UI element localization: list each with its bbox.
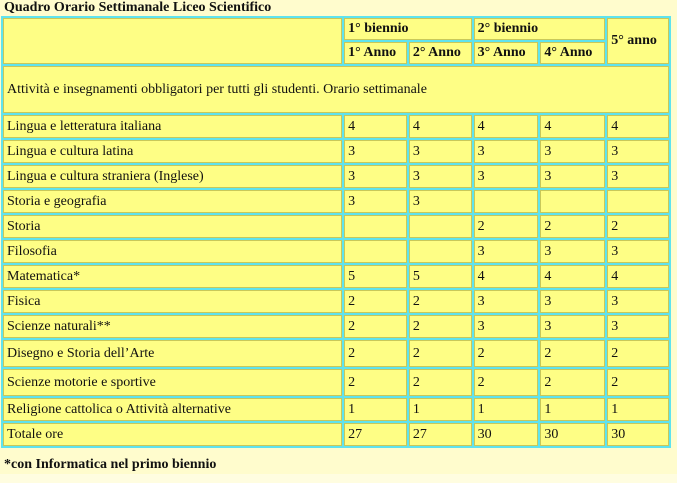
hours-cell: 3 xyxy=(344,190,407,213)
subject-cell: Scienze naturali** xyxy=(3,315,342,338)
hours-cell: 2 xyxy=(409,369,472,396)
hours-cell: 3 xyxy=(474,165,539,188)
table-row xyxy=(3,240,669,263)
subject-cell: Lingua e letteratura italiana xyxy=(3,115,342,138)
hours-cell: 3 xyxy=(540,240,605,263)
table-row xyxy=(3,140,669,163)
subject-cell: Religione cattolica o Attività alternative xyxy=(3,398,342,421)
subject-cell: Disegno e Storia dell’Arte xyxy=(3,340,342,367)
hours-cell: 3 xyxy=(540,140,605,163)
header-row-groups xyxy=(3,18,669,40)
hours-cell: 30 xyxy=(607,423,669,446)
header-year-1: 1° Anno xyxy=(344,42,407,64)
hours-cell: 3 xyxy=(474,240,539,263)
hours-cell: 3 xyxy=(474,290,539,313)
table-row xyxy=(3,265,669,288)
hours-cell: 4 xyxy=(409,115,472,138)
hours-cell: 4 xyxy=(607,115,669,138)
table-row xyxy=(3,115,669,138)
subject-cell: Totale ore xyxy=(3,423,342,446)
hours-cell xyxy=(474,190,539,213)
hours-cell: 4 xyxy=(474,115,539,138)
subject-cell: Storia e geografia xyxy=(3,190,342,213)
hours-cell: 1 xyxy=(607,398,669,421)
section-note: Attività e insegnamenti obbligatori per tutti gli studenti. Orario settimanale xyxy=(3,66,669,113)
hours-cell: 2 xyxy=(607,215,669,238)
table-row xyxy=(3,290,669,313)
hours-cell: 30 xyxy=(474,423,539,446)
hours-cell: 4 xyxy=(344,115,407,138)
hours-cell: 4 xyxy=(474,265,539,288)
header-year-3: 3° Anno xyxy=(474,42,539,64)
table-row xyxy=(3,315,669,338)
hours-cell: 3 xyxy=(474,140,539,163)
hours-cell: 2 xyxy=(474,340,539,367)
hours-cell: 2 xyxy=(540,369,605,396)
hours-cell xyxy=(344,215,407,238)
header-year-2: 2° Anno xyxy=(409,42,472,64)
hours-cell: 5 xyxy=(344,265,407,288)
schedule-table xyxy=(1,16,671,448)
table-row xyxy=(3,369,669,396)
hours-cell: 27 xyxy=(344,423,407,446)
hours-cell: 4 xyxy=(540,115,605,138)
hours-cell: 3 xyxy=(607,140,669,163)
hours-cell: 2 xyxy=(409,315,472,338)
subject-cell: Matematica* xyxy=(3,265,342,288)
hours-cell: 3 xyxy=(607,240,669,263)
subject-cell: Storia xyxy=(3,215,342,238)
hours-cell: 3 xyxy=(344,140,407,163)
header-fifth-year: 5° anno xyxy=(607,18,669,64)
table-row xyxy=(3,215,669,238)
hours-cell: 2 xyxy=(607,369,669,396)
hours-cell: 3 xyxy=(607,165,669,188)
header-empty-cell xyxy=(3,18,342,64)
hours-cell: 3 xyxy=(409,140,472,163)
hours-cell xyxy=(409,215,472,238)
hours-cell: 2 xyxy=(409,290,472,313)
hours-cell xyxy=(607,190,669,213)
hours-cell: 2 xyxy=(409,340,472,367)
subject-cell: Lingua e cultura latina xyxy=(3,140,342,163)
table-row xyxy=(3,423,669,446)
hours-cell: 4 xyxy=(607,265,669,288)
hours-cell: 3 xyxy=(409,190,472,213)
hours-cell: 4 xyxy=(540,265,605,288)
bottom-band xyxy=(0,474,677,483)
hours-cell: 3 xyxy=(344,165,407,188)
hours-cell: 3 xyxy=(607,290,669,313)
hours-cell: 3 xyxy=(540,165,605,188)
hours-cell xyxy=(540,190,605,213)
hours-cell xyxy=(409,240,472,263)
hours-cell: 3 xyxy=(474,315,539,338)
hours-cell: 30 xyxy=(540,423,605,446)
header-year-4: 4° Anno xyxy=(540,42,605,64)
hours-cell: 3 xyxy=(409,165,472,188)
hours-cell: 3 xyxy=(540,290,605,313)
hours-cell: 3 xyxy=(607,315,669,338)
table-row xyxy=(3,165,669,188)
hours-cell: 2 xyxy=(474,215,539,238)
subject-cell: Lingua e cultura straniera (Inglese) xyxy=(3,165,342,188)
hours-cell: 1 xyxy=(409,398,472,421)
page-title: Quadro Orario Settimanale Liceo Scientifico xyxy=(4,0,272,15)
hours-cell: 2 xyxy=(344,290,407,313)
hours-cell: 2 xyxy=(607,340,669,367)
subject-cell: Filosofia xyxy=(3,240,342,263)
hours-cell: 5 xyxy=(409,265,472,288)
hours-cell: 1 xyxy=(344,398,407,421)
subject-cell: Scienze motorie e sportive xyxy=(3,369,342,396)
header-group-1: 1° biennio xyxy=(344,18,472,40)
footnote: *con Informatica nel primo biennio xyxy=(4,457,217,472)
table-row xyxy=(3,190,669,213)
hours-cell: 2 xyxy=(540,215,605,238)
hours-cell: 2 xyxy=(344,369,407,396)
hours-cell: 2 xyxy=(474,369,539,396)
hours-cell: 2 xyxy=(540,340,605,367)
hours-cell: 2 xyxy=(344,340,407,367)
table-row xyxy=(3,398,669,421)
hours-cell: 1 xyxy=(474,398,539,421)
hours-cell: 1 xyxy=(540,398,605,421)
subject-cell: Fisica xyxy=(3,290,342,313)
hours-cell: 27 xyxy=(409,423,472,446)
hours-cell: 3 xyxy=(540,315,605,338)
hours-cell xyxy=(344,240,407,263)
hours-cell: 2 xyxy=(344,315,407,338)
section-note-row xyxy=(3,66,669,113)
table-row xyxy=(3,340,669,367)
header-group-2: 2° biennio xyxy=(474,18,606,40)
